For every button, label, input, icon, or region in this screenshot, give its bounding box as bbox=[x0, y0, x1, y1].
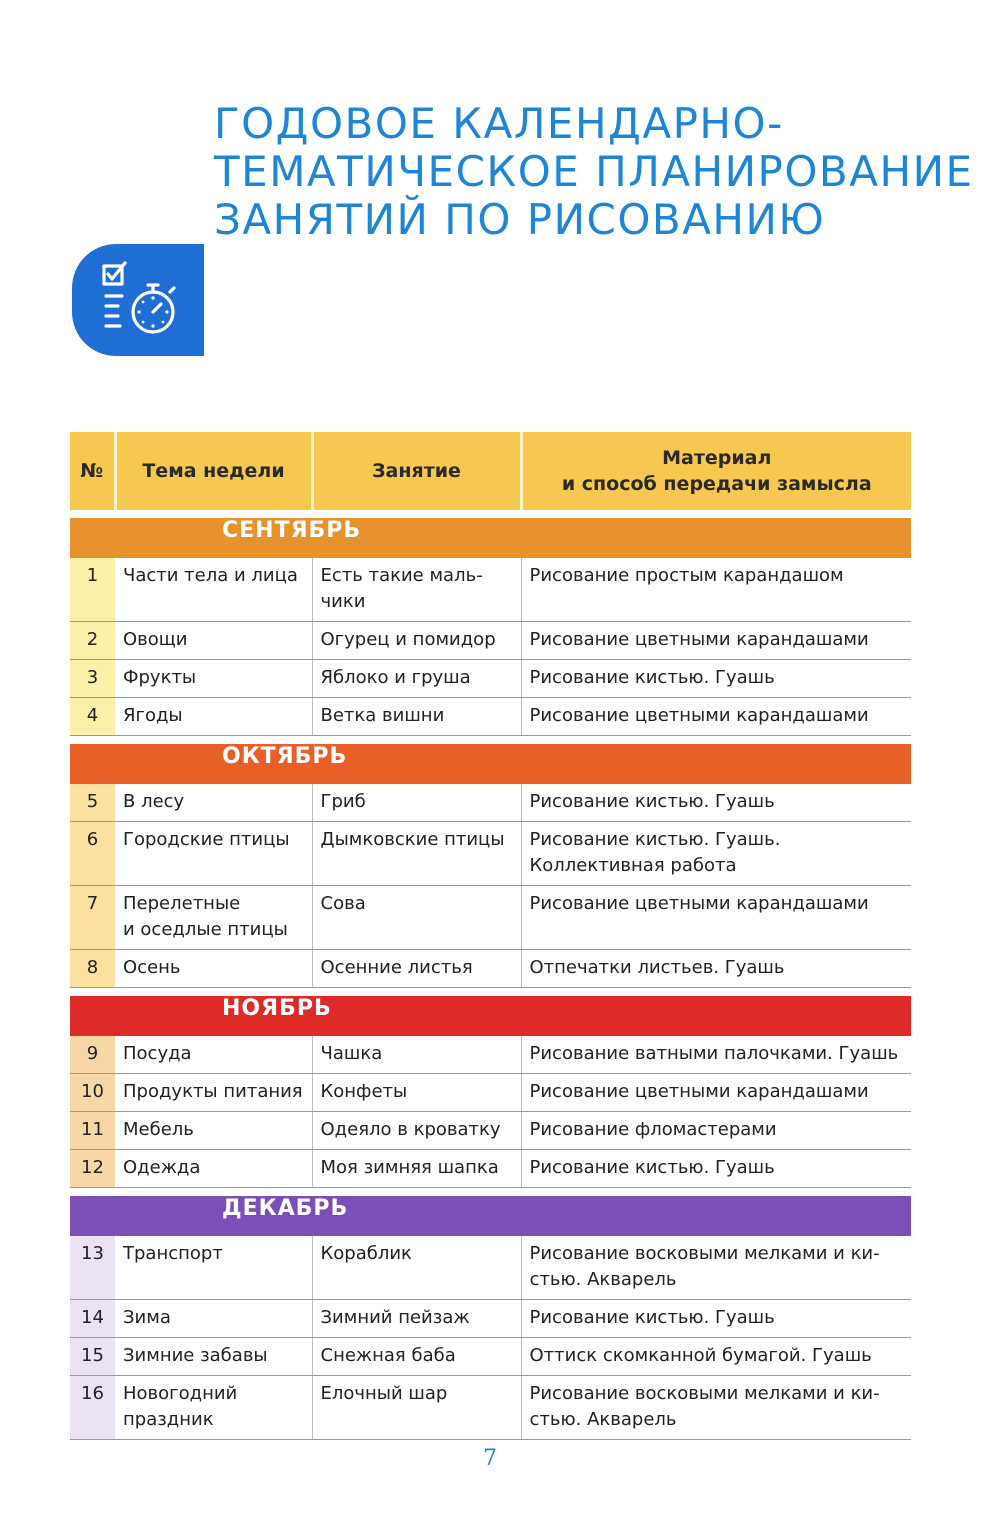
row-lesson: Одеяло в кроватку bbox=[312, 1112, 521, 1150]
row-topic: Части тела и лица bbox=[115, 558, 312, 622]
row-material: Рисование кистью. Гуашь. Коллективная работа bbox=[521, 822, 911, 886]
row-topic: Продукты питания bbox=[115, 1074, 312, 1112]
table-gap bbox=[70, 510, 911, 518]
table-row bbox=[70, 1112, 911, 1150]
row-number: 11 bbox=[70, 1112, 115, 1150]
month-row bbox=[70, 744, 911, 784]
table-gap bbox=[70, 1188, 911, 1197]
table-row bbox=[70, 1300, 911, 1338]
row-material: Рисование ватными палочками. Гуашь bbox=[521, 1036, 911, 1074]
table-body bbox=[70, 510, 911, 1440]
row-number: 6 bbox=[70, 822, 115, 886]
table-row bbox=[70, 822, 911, 886]
row-lesson: Моя зимняя шапка bbox=[312, 1150, 521, 1188]
row-lesson: Зимний пейзаж bbox=[312, 1300, 521, 1338]
month-row bbox=[70, 1196, 911, 1236]
row-topic: В лесу bbox=[115, 784, 312, 822]
row-number: 12 bbox=[70, 1150, 115, 1188]
row-material: Рисование кистью. Гуашь bbox=[521, 1300, 911, 1338]
row-material: Отпечатки листьев. Гуашь bbox=[521, 950, 911, 988]
row-topic: Осень bbox=[115, 950, 312, 988]
table-row bbox=[70, 622, 911, 660]
table-row bbox=[70, 950, 911, 988]
table-row bbox=[70, 558, 911, 622]
row-lesson: Яблоко и груша bbox=[312, 660, 521, 698]
table-row bbox=[70, 1376, 911, 1440]
row-number: 10 bbox=[70, 1074, 115, 1112]
page-title-line-2: ТЕМАТИЧЕСКОЕ ПЛАНИРОВАНИЕ bbox=[214, 147, 974, 196]
row-material: Оттиск скомканной бумагой. Гуашь bbox=[521, 1338, 911, 1376]
table-row bbox=[70, 1074, 911, 1112]
table-row bbox=[70, 886, 911, 950]
row-number: 2 bbox=[70, 622, 115, 660]
page-number: 7 bbox=[483, 1446, 497, 1471]
page-title bbox=[214, 100, 974, 244]
row-topic: Ягоды bbox=[115, 698, 312, 736]
page-title-line-3: ЗАНЯТИЙ ПО РИСОВАНИЮ bbox=[214, 195, 826, 244]
month-label: ДЕКАБРЬ bbox=[70, 1196, 911, 1236]
row-lesson: Ветка вишни bbox=[312, 698, 521, 736]
row-number: 9 bbox=[70, 1036, 115, 1074]
table-row bbox=[70, 1338, 911, 1376]
checklist-stopwatch-icon bbox=[98, 260, 182, 344]
row-number: 13 bbox=[70, 1236, 115, 1300]
row-material: Рисование кистью. Гуашь bbox=[521, 784, 911, 822]
page-title-line-1: ГОДОВОЕ КАЛЕНДАРНО- bbox=[214, 99, 784, 148]
row-lesson: Гриб bbox=[312, 784, 521, 822]
row-lesson: Кораблик bbox=[312, 1236, 521, 1300]
row-number: 16 bbox=[70, 1376, 115, 1440]
month-label: СЕНТЯБРЬ bbox=[70, 518, 911, 558]
table-header-row bbox=[70, 432, 911, 510]
row-material: Рисование кистью. Гуашь bbox=[521, 1150, 911, 1188]
row-material: Рисование цветными карандашами bbox=[521, 886, 911, 950]
row-topic: Фрукты bbox=[115, 660, 312, 698]
row-number: 14 bbox=[70, 1300, 115, 1338]
row-lesson: Дымковские птицы bbox=[312, 822, 521, 886]
row-material: Рисование кистью. Гуашь bbox=[521, 660, 911, 698]
row-number: 3 bbox=[70, 660, 115, 698]
row-material: Рисование фломастерами bbox=[521, 1112, 911, 1150]
row-lesson: Чашка bbox=[312, 1036, 521, 1074]
table-gap bbox=[70, 988, 911, 997]
row-number: 7 bbox=[70, 886, 115, 950]
row-number: 1 bbox=[70, 558, 115, 622]
month-label: НОЯБРЬ bbox=[70, 996, 911, 1036]
row-lesson: Есть такие маль- чики bbox=[312, 558, 521, 622]
table-row bbox=[70, 1150, 911, 1188]
table-gap bbox=[70, 736, 911, 745]
row-topic: Одежда bbox=[115, 1150, 312, 1188]
row-material: Рисование цветными карандашами bbox=[521, 1074, 911, 1112]
row-number: 5 bbox=[70, 784, 115, 822]
header-topic: Тема недели bbox=[115, 432, 312, 510]
table-row bbox=[70, 1036, 911, 1074]
row-lesson: Сова bbox=[312, 886, 521, 950]
row-number: 15 bbox=[70, 1338, 115, 1376]
header-num: № bbox=[70, 432, 115, 510]
row-lesson: Осенние листья bbox=[312, 950, 521, 988]
table-row bbox=[70, 660, 911, 698]
row-material: Рисование цветными карандашами bbox=[521, 698, 911, 736]
row-topic: Посуда bbox=[115, 1036, 312, 1074]
row-lesson: Елочный шар bbox=[312, 1376, 521, 1440]
row-topic: Мебель bbox=[115, 1112, 312, 1150]
row-material: Рисование простым карандашом bbox=[521, 558, 911, 622]
header-lesson: Занятие bbox=[312, 432, 521, 510]
row-topic: Транспорт bbox=[115, 1236, 312, 1300]
table-row bbox=[70, 1236, 911, 1300]
table-row bbox=[70, 784, 911, 822]
header-material: Материал и способ передачи замысла bbox=[521, 432, 911, 510]
schedule-table bbox=[70, 432, 911, 1440]
row-lesson: Конфеты bbox=[312, 1074, 521, 1112]
row-number: 4 bbox=[70, 698, 115, 736]
row-number: 8 bbox=[70, 950, 115, 988]
row-material: Рисование восковыми мелками и ки- стью. Акварель bbox=[521, 1236, 911, 1300]
section-badge bbox=[72, 244, 204, 356]
row-topic: Зима bbox=[115, 1300, 312, 1338]
row-material: Рисование цветными карандашами bbox=[521, 622, 911, 660]
row-lesson: Снежная баба bbox=[312, 1338, 521, 1376]
row-lesson: Огурец и помидор bbox=[312, 622, 521, 660]
row-topic: Овощи bbox=[115, 622, 312, 660]
row-topic: Городские птицы bbox=[115, 822, 312, 886]
month-row bbox=[70, 518, 911, 558]
row-topic: Перелетные и оседлые птицы bbox=[115, 886, 312, 950]
row-topic: Новогодний праздник bbox=[115, 1376, 312, 1440]
row-material: Рисование восковыми мелками и ки- стью. Акварель bbox=[521, 1376, 911, 1440]
month-row bbox=[70, 996, 911, 1036]
table-row bbox=[70, 698, 911, 736]
month-label: ОКТЯБРЬ bbox=[70, 744, 911, 784]
row-topic: Зимние забавы bbox=[115, 1338, 312, 1376]
